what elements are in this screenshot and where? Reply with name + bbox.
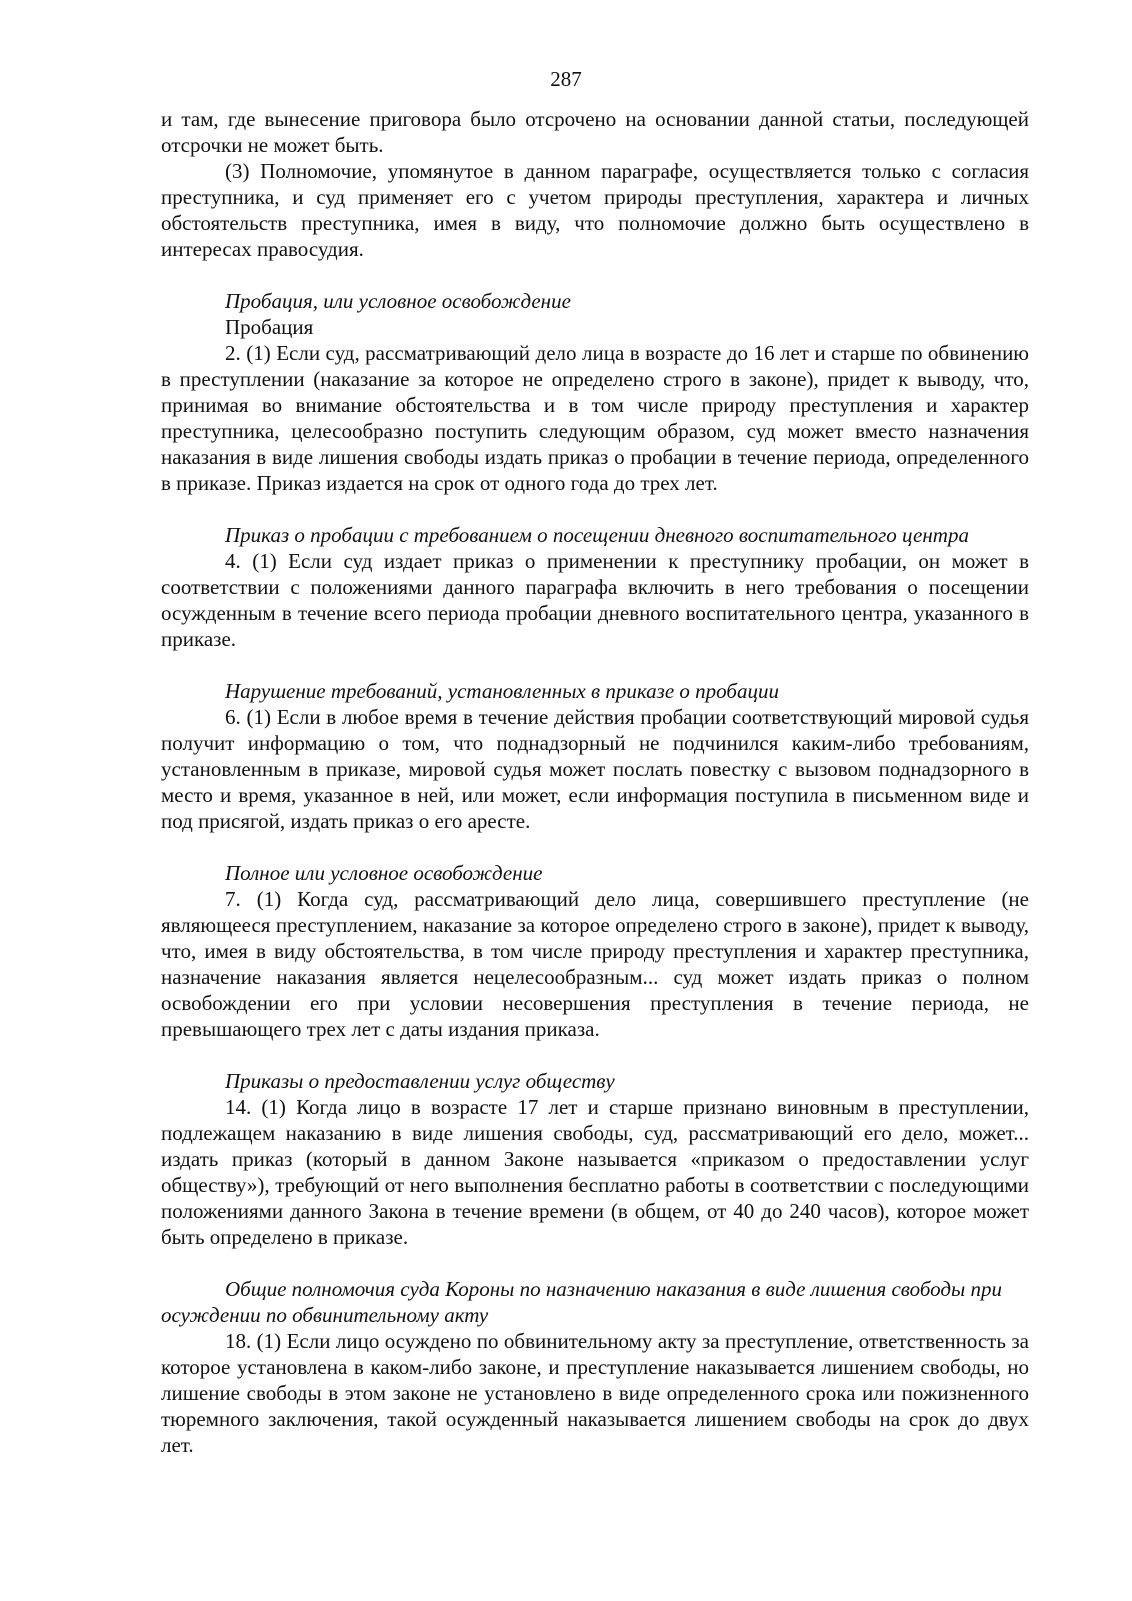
body-paragraph: 18. (1) Если лицо осуждено по обвинительному акту за преступление, ответственность за которое установлена в каком-либо законе, и преступление наказывается лишением свободы, но лишение свободы в этом законе не установлено в виде определенного срока или пожизненного тюремного заключения, такой осужденный наказывается лишением свободы на срок до двух лет. [161,1329,1029,1457]
paragraph-gap [161,262,1029,288]
section-heading: Нарушение требований, установленных в приказе о пробации [225,679,779,703]
page-number: 287 [550,67,582,91]
body-paragraph: (3) Полномочие, упомянутое в данном параграфе, осуществляется только с согласия преступника, и суд применяет его с учетом природы преступления, характера и личных обстоятельств преступника, имея в виду, что полномочие должно быть осуществлено в интересах правосудия. [161,159,1029,261]
paragraph-gap [161,652,1029,678]
body-paragraph: 2. (1) Если суд, рассматривающий дело лица в возрасте до 16 лет и старше по обвинению в преступлении (наказание за которое не определено строго в законе), придет к выводу, что, принимая во внимание обстоятельства и в том числе природу преступления и характер преступника, целесообразно поступить следующим образом, суд может вместо назначения наказания в виде лишения свободы издать приказ о пробации в течение периода, определенного в приказе. Приказ издается на срок от одного года до трех лет. [161,341,1029,495]
body-paragraph: 7. (1) Когда суд, рассматривающий дело лица, совершившего преступление (не являющееся преступлением, наказание за которое определено строго в законе), придет к выводу, что, имея в виду обстоятельства, в том числе природу преступления и характер преступника, назначение наказания является нецелесообразным... суд может издать приказ о полном освобождении его при условии несовершения преступления в течение периода, не превышающего трех лет с даты издания приказа. [161,887,1029,1041]
paragraph-gap [161,496,1029,522]
section-heading: Пробация, или условное освобождение [225,289,571,313]
body-paragraph: 6. (1) Если в любое время в течение действия пробации соответствующий мировой судья получит информацию о том, что поднадзорный не подчинился каким-либо требованиям, установленным в приказе, мировой судья может послать повестку с вызовом поднадзорного в место и время, указанное в ней, или может, если информация поступила в письменном виде и под присягой, издать приказ о его аресте. [161,705,1029,833]
body-paragraph: 4. (1) Если суд издает приказ о применении к преступнику пробации, он может в соответствии с положениями данного параграфа включить в него требования о посещении осужденным в течение всего периода пробации дневного воспитательного центра, указанного в приказе. [161,549,1029,651]
paragraph-gap [161,834,1029,860]
section-heading: Приказы о предоставлении услуг обществу [225,1069,615,1093]
body-paragraph: 14. (1) Когда лицо в возрасте 17 лет и старше признано виновным в преступлении, подлежащем наказанию в виде лишения свободы, суд, рассматривающий его дело, может... издать приказ (который в данном Законе называется «приказом о предоставлении услуг обществу»), требующий от него выполнения бесплатно работы в соответствии с последующими положениями данного Закона в течение времени (в общем, от 40 до 240 часов), которое может быть определено в приказе. [161,1095,1029,1249]
section-heading: Приказ о пробации с требованием о посещении дневного воспитательного центра [225,523,969,547]
document-body [161,106,1029,1458]
paragraph-gap [161,1250,1029,1276]
section-heading: Полное или условное освобождение [225,861,543,885]
section-heading: Общие полномочия суда Короны по назначению наказания в виде лишения свободы при осуждении по обвинительному акту [161,1277,1002,1327]
subsection-heading: Пробация [225,315,314,339]
body-paragraph: и там, где вынесение приговора было отсрочено на основании данной статьи, последующей отсрочки не может быть. [161,107,1029,157]
paragraph-gap [161,1042,1029,1068]
